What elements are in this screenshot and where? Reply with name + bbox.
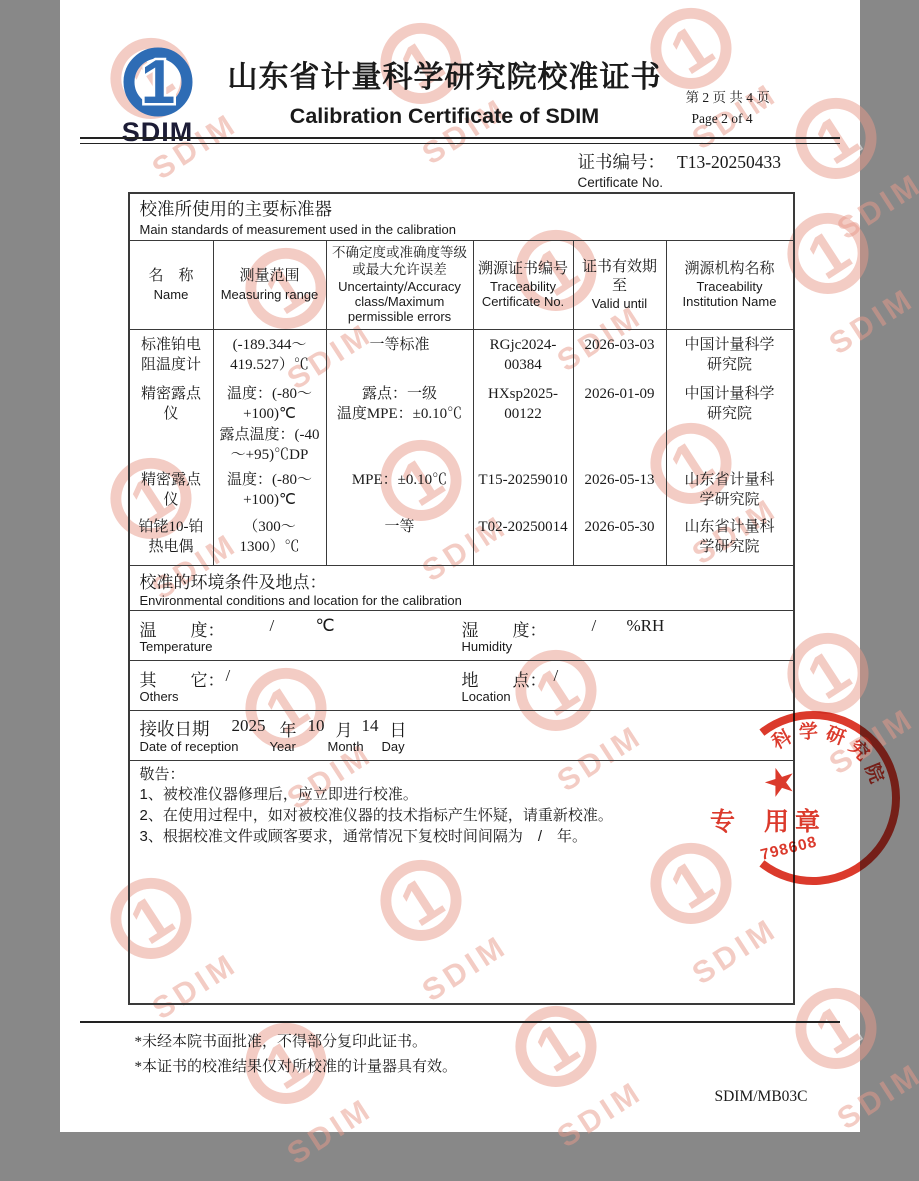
reception-label-cn: 接收日期 [139,718,210,739]
official-red-seal [709,676,898,920]
reception-month-en: Month [327,738,364,754]
humidity-value: / [591,615,597,635]
humidity-label-cn: 湿 度： [461,620,547,640]
table-cell: RGjc2024- 00384 [489,337,557,374]
standards-section-title [130,194,793,241]
table-cell: 2026-01-09 [584,386,655,402]
seal-arc-char: 科 [768,726,796,754]
page-indicator-cn: 第 2 页 共 4 页 [685,90,770,105]
table-cell: 露点：一级 温度MPE：±0.10℃ [336,386,463,423]
notice-item: 1、被校准仪器修理后，应立即进行校准。 [139,786,418,804]
header-double-rule [80,137,840,144]
column-header-measuring-range: 测量范围 Measuring range [214,241,327,329]
accuracy-column [327,330,474,565]
table-cell: 中国计量科学 研究院 [684,337,775,374]
temperature-label-cn: 温 度： [139,620,225,640]
others-location-row [130,660,793,710]
table-cell: T15-20259010 [478,472,568,488]
reception-day-en: Day [381,738,405,754]
table-cell: T02-20250014 [478,519,568,535]
column-header-traceability-institution: 溯源机构名称 Traceability Institution Name [682,259,777,310]
location-value: / [553,665,559,685]
table-cell: 标准铂电 阻温度计 [140,337,201,374]
sdim-logo-icon [110,44,206,120]
seal-center-text: 用章 [763,808,826,836]
seal-arc-char: 学 [797,721,819,744]
column-header-uncertainty: 不确定度或准确度等级或最大允许误差 Uncertainty/Accuracy class/Maximum permissible errors [327,241,474,329]
reception-month-value: 10 [307,715,325,735]
location-label-cn: 地 点： [461,670,547,690]
notice-item: 2、在使用过程中，如对被校准仪器的技术指标产生怀疑，请重新校准。 [139,806,613,824]
column-header-traceability-cert-no: 溯源证书编号 Traceability Certificate No. [474,241,574,329]
main-table-block [128,192,795,1005]
table-cell: 一等 [384,519,415,535]
seal-arc-char: 研 [822,723,848,750]
certificate-number-label-en: Certificate No. [577,175,664,190]
others-label-en: Others [139,688,179,704]
institution-column [667,330,793,565]
table-cell: 2026-05-13 [584,472,655,488]
humidity-label-en: Humidity [461,638,513,654]
environment-section-title: 校准的环境条件及地点： Environmental conditions and location for the calibration [130,565,793,610]
reception-day-value: 14 [361,715,379,735]
others-label-cn: 其 它： [139,670,225,690]
footer-rule [80,1021,840,1023]
seal-arc-char: 究 [843,736,873,766]
certificate-number [578,149,782,190]
reception-year-en: Year [269,738,296,754]
table-cell: 铂铑10-铂 热电偶 [138,519,204,556]
table-cell: 一等标准 [369,337,430,353]
name-column [130,330,214,565]
table-cell: MPE：±0.10℃ [351,472,448,488]
reception-year-cn: 年 [279,720,297,740]
sdim-logo [110,44,206,148]
standards-table-body [130,330,793,565]
cert-no-column [474,330,574,565]
table-cell: 精密露点 仪 [140,472,201,509]
reception-month-cn: 月 [335,720,353,740]
standards-table-header-row [130,241,793,330]
notice-title: 敬告： [139,765,185,783]
notice-item: 3、根据校准文件或顾客要求，通常情况下复校时间间隔为 / 年。 [139,827,588,845]
reception-year-value: 2025 [231,715,266,735]
reception-label-en: Date of reception [139,738,239,754]
column-header-name: 名 称 Name [130,241,214,329]
temperature-humidity-row [130,610,793,660]
reception-day-cn: 日 [389,720,407,740]
reception-date-row [130,710,796,760]
page-indicator [686,88,796,130]
humidity-unit: %RH [626,615,665,635]
temperature-label-en: Temperature [139,638,213,654]
seal-star-icon: ★ [757,757,803,808]
logo-sdim-label: SDIM [121,117,194,147]
footnote: *未经本院书面批准，不得部分复印此证书。 [134,1034,428,1050]
red-seal-icon [709,676,898,920]
standards-section-title-en: Main standards of measurement used in the calibration [139,222,457,237]
footnote: *本证书的校准结果仅对所校准的计量器具有效。 [134,1058,458,1075]
form-code: SDIM/MB03C [714,1088,808,1105]
page-indicator-en: Page 2 of 4 [691,110,753,126]
table-cell: 2026-03-03 [584,337,655,353]
table-cell: (-189.344～ 419.527）℃ [230,337,309,374]
table-cell: 山东省计量科 学研究院 [684,519,775,556]
certificate-number-value: T13-20250433 [677,152,782,172]
certificate-page [60,0,887,1132]
title-block [220,52,670,129]
valid-until-column [574,330,667,565]
table-cell: 山东省计量科 学研究院 [684,472,775,509]
table-cell: 温度：(-80～ +100)℃ [227,472,312,509]
logo-numeral: 1 [140,48,175,117]
seal-number: 798608 [758,833,819,864]
standards-section-title-cn: 校准所使用的主要标准器 [139,199,332,219]
certificate-number-label-cn: 证书编号： [577,152,665,172]
notice-section [130,760,793,1004]
temperature-unit: ℃ [315,615,335,635]
table-cell: HXsp2025- 00122 [488,386,558,423]
seal-arc-char: 院 [859,760,887,787]
column-header-valid-until: 证书有效期至 Valid until [574,241,667,329]
range-column [214,330,327,565]
table-cell: 2026-05-30 [584,519,655,535]
seal-partial-char: 专 [709,808,735,836]
temperature-value: / [269,615,275,635]
table-cell: 温度：(-80～ +100)℃ 露点温度：(-40 ～+95)℃DP [219,386,320,463]
footnotes [135,1030,458,1080]
table-cell: （300～ 1300）℃ [239,519,300,556]
others-value: / [225,665,231,685]
certificate-title-cn: 山东省计量科学研究院校准证书 [227,61,662,94]
table-cell: 精密露点 仪 [140,386,201,423]
location-label-en: Location [461,688,511,704]
certificate-title-en: Calibration Certificate of SDIM [289,104,600,128]
table-cell: 中国计量科学 研究院 [684,386,775,423]
